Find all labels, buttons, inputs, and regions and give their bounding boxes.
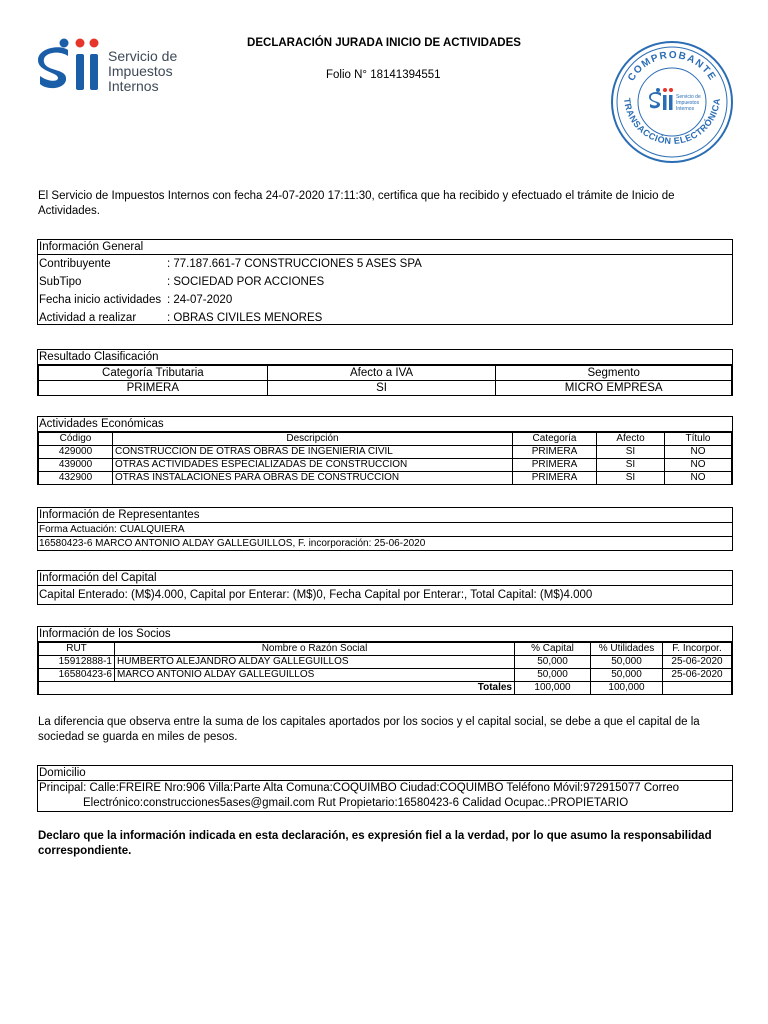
logo-line: Impuestos: [108, 63, 173, 79]
totals-row: [39, 682, 732, 695]
table-cell: 432900: [39, 472, 113, 485]
partners-section: [37, 626, 733, 695]
stamp-bottom-text: TRANSACCIÓN ELECTRÓNICA: [621, 97, 723, 147]
table-cell: SI: [597, 446, 665, 459]
declaration-line: correspondiente.: [38, 845, 132, 857]
classification-section: [37, 349, 733, 396]
general-value: : 24-07-2020: [167, 294, 233, 306]
table-row: [39, 446, 732, 459]
table-cell: SI: [267, 381, 496, 396]
stamp-top-text: COMPROBANTE: [626, 49, 718, 84]
table-row: [39, 656, 732, 669]
address-section: [37, 765, 733, 812]
electronic-transaction-stamp: [610, 40, 734, 164]
section-title: Información de los Socios: [38, 627, 732, 642]
general-value: : OBRAS CIVILES MENORES: [167, 312, 323, 324]
representative-line: 16580423-6 MARCO ANTONIO ALDAY GALLEGUILLOS, F. incorporación: 25-06-2020: [38, 536, 732, 550]
table-cell: 15912888-1: [39, 656, 115, 669]
capital-note: [38, 715, 738, 745]
general-row: [38, 273, 732, 291]
classification-table: [38, 365, 732, 396]
table-cell: 429000: [39, 446, 113, 459]
general-row: [38, 254, 732, 273]
table-cell: NO: [665, 459, 732, 472]
representatives-section: [37, 507, 733, 551]
general-key: Actividad a realizar: [39, 312, 137, 324]
table-cell: 16580423-6: [39, 669, 115, 682]
table-row: [39, 459, 732, 472]
table-cell: HUMBERTO ALEJANDRO ALDAY GALLEGUILLOS: [115, 656, 515, 669]
total-capital: 100,000: [515, 682, 591, 695]
table-header: Segmento: [496, 366, 732, 381]
economic-activities-section: [37, 416, 733, 485]
table-cell: PRIMERA: [39, 381, 268, 396]
table-header: F. Incorpor.: [663, 643, 732, 656]
representative-line: Forma Actuación: CUALQUIERA: [38, 522, 732, 536]
table-header: Categoría Tributaria: [39, 366, 268, 381]
table-header-row: [39, 366, 732, 381]
general-value: : SOCIEDAD POR ACCIONES: [167, 276, 325, 288]
intro-line: Actividades.: [38, 205, 101, 217]
table-cell: SI: [597, 472, 665, 485]
section-title: Domicilio: [38, 766, 732, 781]
stamp-inner-text: Impuestos: [676, 100, 700, 106]
table-row: [39, 669, 732, 682]
capital-text: Capital Enterado: (M$)4.000, Capital por Enterar: (M$)0, Fecha Capital por Enterar:, Total Capital: (M$)4.000: [39, 589, 593, 601]
section-title: Información de Representantes: [39, 509, 200, 521]
stamp-seal: [610, 40, 734, 164]
address-line: Electrónico:construcciones5ases@gmail.com Rut Propietario:16580423-6 Calidad Ocupac.:PROPIETARIO: [83, 797, 629, 809]
section-title: Información General: [39, 241, 144, 253]
table-cell: PRIMERA: [513, 459, 597, 472]
section-title: Información del Capital: [38, 571, 732, 586]
table-header: Título: [665, 433, 732, 446]
svg-text:COMPROBANTE: [626, 50, 718, 83]
table-cell: CONSTRUCCION DE OTRAS OBRAS DE INGENIERIA CIVIL: [113, 446, 513, 459]
section-title: Resultado Clasificación: [38, 350, 732, 365]
table-cell: MICRO EMPRESA: [496, 381, 732, 396]
table-cell: 25-06-2020: [663, 656, 732, 669]
general-key: Fecha inicio actividades: [39, 294, 162, 306]
table-header: Afecto: [597, 433, 665, 446]
table-header: Categoría: [513, 433, 597, 446]
table-cell: PRIMERA: [513, 472, 597, 485]
table-header-row: [39, 643, 732, 656]
table-cell: 25-06-2020: [663, 669, 732, 682]
table-cell: NO: [665, 446, 732, 459]
total-utilidades: 100,000: [591, 682, 663, 695]
table-cell: 50,000: [591, 656, 663, 669]
activities-table: [38, 432, 732, 485]
section-title: Actividades Económicas: [38, 417, 732, 432]
table-cell: 50,000: [591, 669, 663, 682]
logo-line: Servicio de: [108, 48, 178, 64]
logo-line: Internos: [108, 78, 159, 94]
table-header: % Utilidades: [591, 643, 663, 656]
general-row: [38, 309, 732, 327]
table-cell: NO: [665, 472, 732, 485]
table-cell: [663, 682, 732, 695]
general-value: : 77.187.661-7 CONSTRUCCIONES 5 ASES SPA: [167, 258, 422, 270]
table-cell: OTRAS INSTALACIONES PARA OBRAS DE CONSTRUCCION: [113, 472, 513, 485]
document-title: DECLARACIÓN JURADA INICIO DE ACTIVIDADES: [247, 37, 521, 49]
address-line: Principal: Calle:FREIRE Nro:906 Villa:Parte Alta Comuna:COQUIMBO Ciudad:COQUIMBO Teléfono Móvil:972915077 Correo: [39, 782, 680, 794]
intro-line: El Servicio de Impuestos Internos con fecha 24-07-2020 17:11:30, certifica que ha recibido y efectuado el trámite de Inicio de: [38, 190, 675, 202]
note-line: La diferencia que observa entre la suma de los capitales aportados por los socios y el capital social, se debe a que el capital de la: [38, 716, 700, 728]
stamp-sii-mark: [649, 88, 673, 110]
table-row: [39, 472, 732, 485]
table-header: Afecto a IVA: [267, 366, 496, 381]
table-cell: MARCO ANTONIO ALDAY GALLEGUILLOS: [115, 669, 515, 682]
table-cell: 50,000: [515, 656, 591, 669]
general-info-section: [37, 239, 733, 325]
partners-table: [38, 642, 732, 695]
table-header: % Capital: [515, 643, 591, 656]
table-cell: 50,000: [515, 669, 591, 682]
intro-paragraph: [38, 189, 738, 219]
general-key: SubTipo: [39, 276, 82, 288]
table-cell: PRIMERA: [513, 446, 597, 459]
table-header: Nombre o Razón Social: [115, 643, 515, 656]
declaration-line: Declaro que la información indicada en esta declaración, es expresión fiel a la verdad, por lo que asumo la responsabilidad: [38, 830, 712, 842]
table-row: [39, 381, 732, 396]
table-header: Descripción: [113, 433, 513, 446]
folio-number: Folio N° 18141394551: [326, 69, 441, 81]
sii-logo-text: [108, 49, 177, 94]
table-cell: SI: [597, 459, 665, 472]
table-cell: 439000: [39, 459, 113, 472]
note-line: sociedad se guarda en miles de pesos.: [38, 731, 238, 743]
totals-label: Totales: [39, 682, 515, 695]
general-key: Contribuyente: [39, 258, 111, 270]
stamp-inner-text: Internos: [676, 106, 695, 112]
table-header: Código: [39, 433, 113, 446]
table-cell: OTRAS ACTIVIDADES ESPECIALIZADAS DE CONSTRUCCION: [113, 459, 513, 472]
general-row: [38, 291, 732, 309]
declaration-statement: [38, 829, 738, 859]
table-header-row: [39, 433, 732, 446]
capital-section: [37, 570, 733, 605]
table-header: RUT: [39, 643, 115, 656]
stamp-inner-text: Servicio de: [676, 94, 701, 100]
